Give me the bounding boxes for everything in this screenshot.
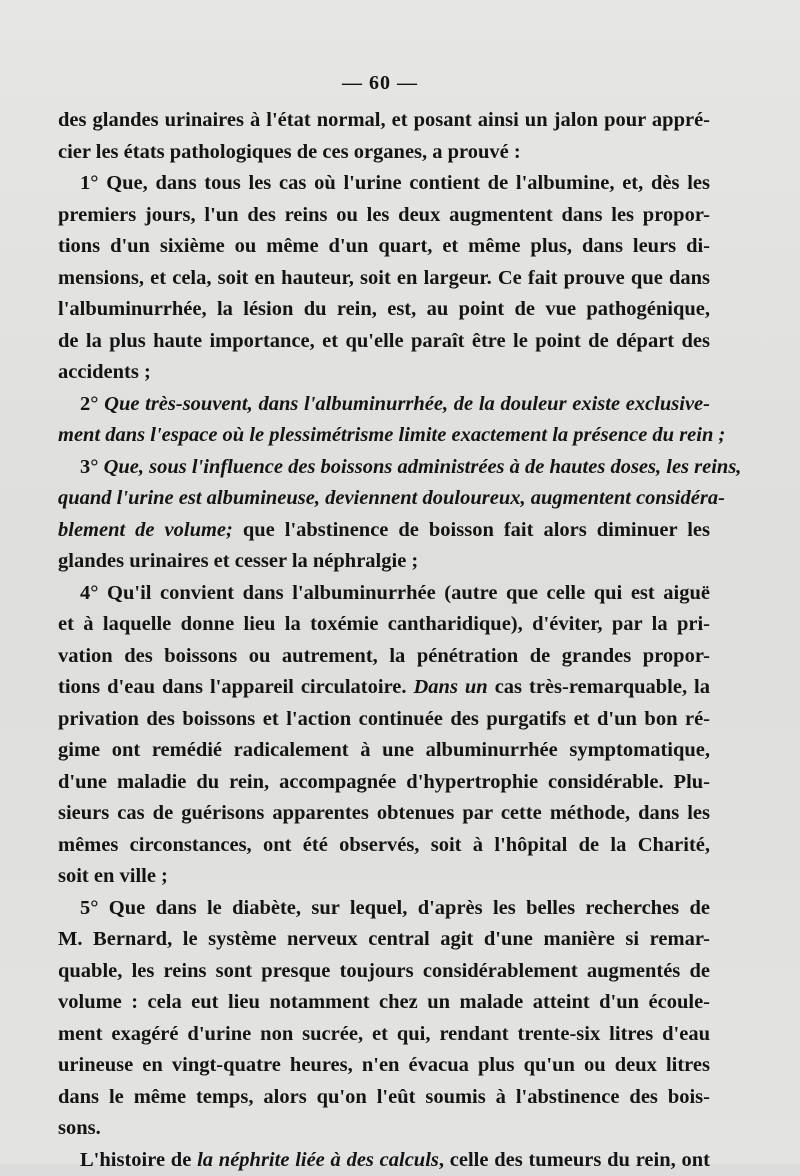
text-line: mensions, et cela, soit en hauteur, soit en largeur. Ce fait prouve que dans <box>58 263 710 295</box>
text-line: cier les états pathologiques de ces organes, a prouvé : <box>58 137 710 169</box>
text-line: dans le même temps, alors qu'on l'eût soumis à l'abstinence des bois- <box>58 1082 710 1114</box>
text-line: ment dans l'espace où le plessimétrisme limite exactement la présence du rein ; <box>58 420 710 452</box>
text-line: d'une maladie du rein, accompagnée d'hypertrophie considérable. Plu- <box>58 767 710 799</box>
text-line: soit en ville ; <box>58 861 710 893</box>
text-line: M. Bernard, le système nerveux central agit d'une manière si remar- <box>58 924 710 956</box>
text-line: 2° Que très-souvent, dans l'albuminurrhée, de la douleur existe exclusive- <box>58 389 710 421</box>
text-line: premiers jours, l'un des reins ou les deux augmentent dans les propor- <box>58 200 710 232</box>
text-line: sieurs cas de guérisons apparentes obtenues par cette méthode, dans les <box>58 798 710 830</box>
text-line: glandes urinaires et cesser la néphralgie ; <box>58 546 710 578</box>
text-line: ment exagéré d'urine non sucrée, et qui, rendant trente-six litres d'eau <box>58 1019 710 1051</box>
text-line: vation des boissons ou autrement, la pénétration de grandes propor- <box>58 641 710 673</box>
text-line: blement de volume; que l'abstinence de boisson fait alors diminuer les <box>58 515 710 547</box>
body-text <box>58 105 710 1176</box>
text-line: 5° Que dans le diabète, sur lequel, d'après les belles recherches de <box>58 893 710 925</box>
page-number: — 60 — <box>0 72 760 95</box>
text-line: quable, les reins sont presque toujours considérablement augmentés de <box>58 956 710 988</box>
text-line: 3° Que, sous l'influence des boissons administrées à de hautes doses, les reins, <box>58 452 710 484</box>
text-line: volume : cela eut lieu notamment chez un malade atteint d'un écoule- <box>58 987 710 1019</box>
text-line: accidents ; <box>58 357 710 389</box>
text-line: mêmes circonstances, ont été observés, soit à l'hôpital de la Charité, <box>58 830 710 862</box>
text-line: de la plus haute importance, et qu'elle paraît être le point de départ des <box>58 326 710 358</box>
text-line: tions d'un sixième ou même d'un quart, et même plus, dans leurs di- <box>58 231 710 263</box>
text-line: gime ont remédié radicalement à une albuminurrhée symptomatique, <box>58 735 710 767</box>
text-line: et à laquelle donne lieu la toxémie cantharidique), d'éviter, par la pri- <box>58 609 710 641</box>
text-line: des glandes urinaires à l'état normal, et posant ainsi un jalon pour appré- <box>58 105 710 137</box>
text-line: 1° Que, dans tous les cas où l'urine contient de l'albumine, et, dès les <box>58 168 710 200</box>
text-line: 4° Qu'il convient dans l'albuminurrhée (autre que celle qui est aiguë <box>58 578 710 610</box>
text-line: privation des boissons et l'action continuée des purgatifs et d'un bon ré- <box>58 704 710 736</box>
text-line: urineuse en vingt-quatre heures, n'en évacua plus qu'un ou deux litres <box>58 1050 710 1082</box>
text-line: L'histoire de la néphrite liée à des calculs, celle des tumeurs du rein, ont <box>58 1145 710 1176</box>
text-line: sons. <box>58 1113 710 1145</box>
text-line: tions d'eau dans l'appareil circulatoire. Dans un cas très-remarquable, la <box>58 672 710 704</box>
text-line: l'albuminurrhée, la lésion du rein, est, au point de vue pathogénique, <box>58 294 710 326</box>
text-line: quand l'urine est albumineuse, deviennent douloureux, augmentent considéra- <box>58 483 710 515</box>
